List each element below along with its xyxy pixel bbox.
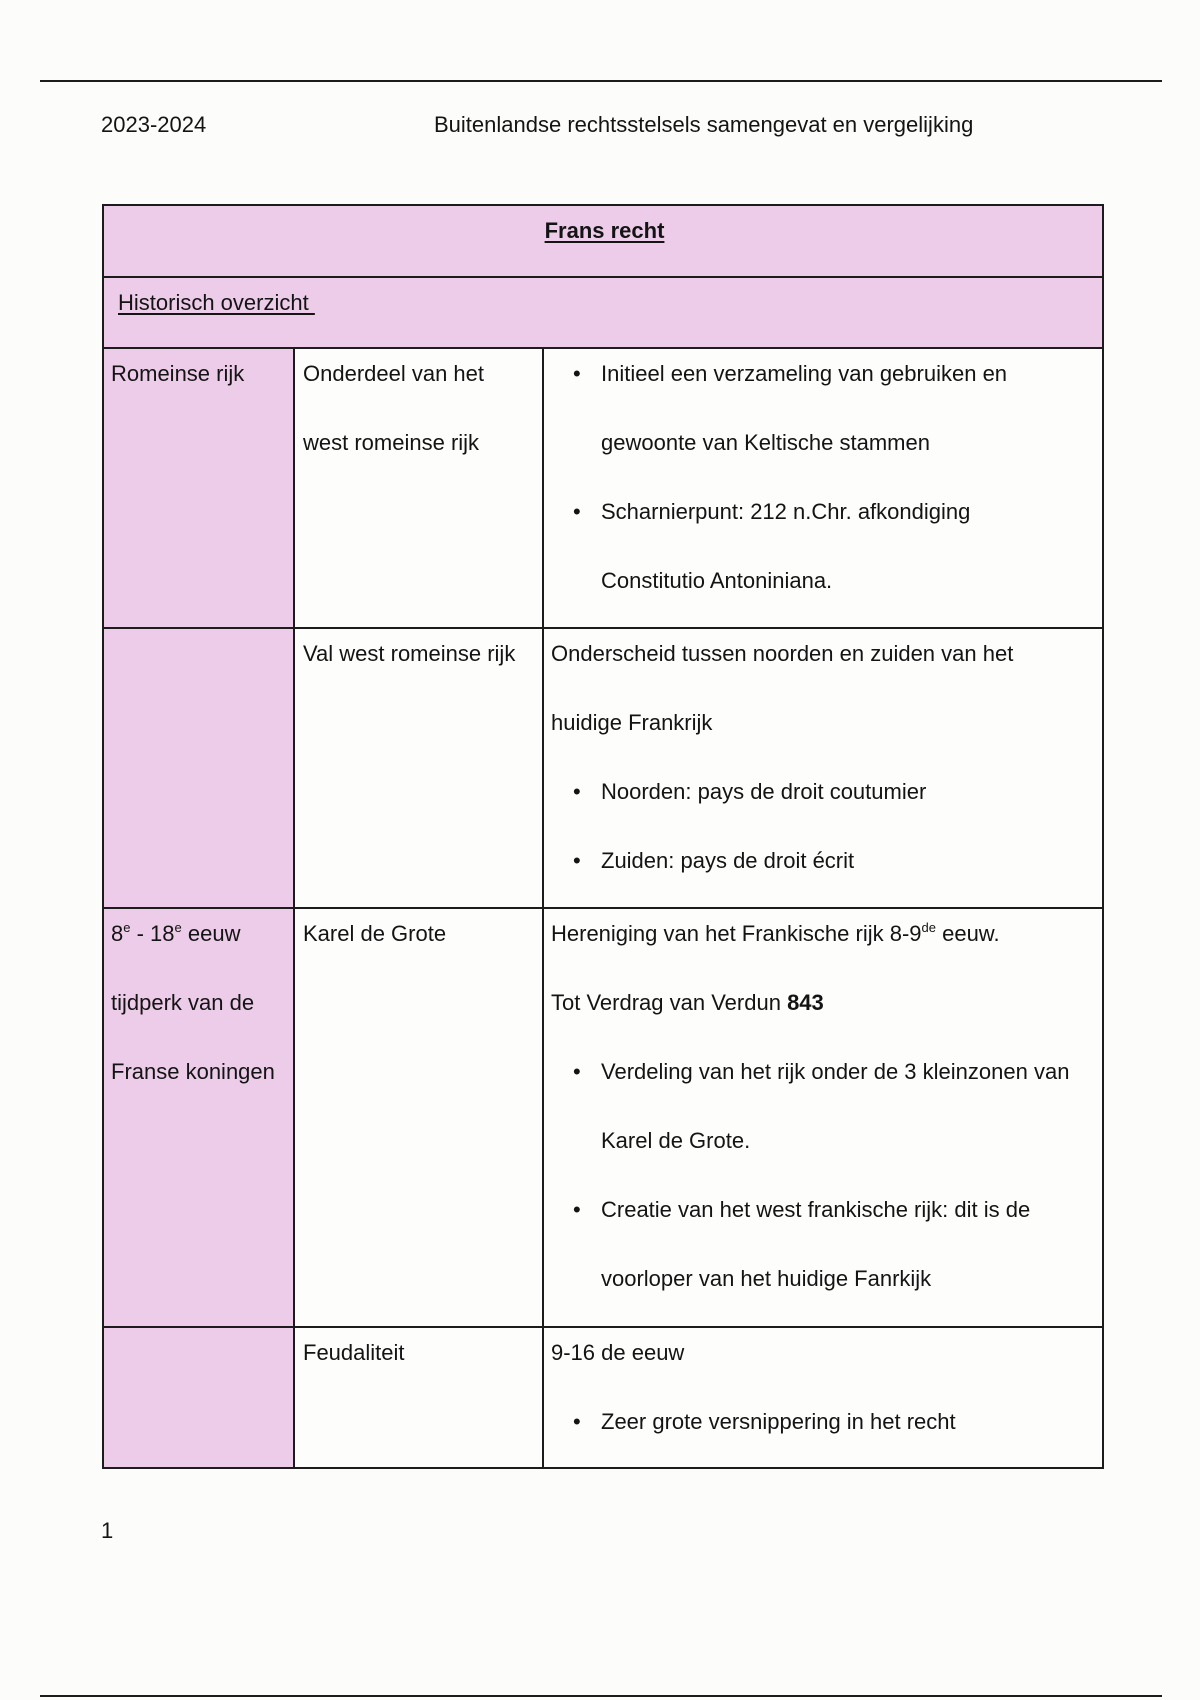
top-rule	[40, 80, 1162, 82]
details-intro-2	[551, 968, 1051, 1037]
details-cell	[543, 628, 1103, 908]
period-start-superscript: e	[123, 920, 131, 935]
row-charlemagne	[103, 908, 1103, 1327]
topic-cell	[294, 348, 543, 628]
intro-text: Hereniging van het Frankische rijk 8-9	[551, 921, 922, 946]
details-cell	[543, 348, 1103, 628]
bullet-item: • Zuiden: pays de droit écrit	[551, 826, 1098, 895]
bottom-rule	[40, 1695, 1162, 1697]
bullet-item: • Initieel een verzameling van gebruiken en gewoonte van Keltische stammen	[551, 339, 1041, 477]
treaty-text: Tot Verdrag van Verdun	[551, 990, 788, 1015]
bullet-item: • Zeer grote versnippering in het recht	[551, 1387, 1098, 1456]
topic-label: Val west romeinse rijk	[303, 641, 516, 666]
table-title-row	[103, 205, 1103, 277]
row-feudalism	[103, 1327, 1103, 1468]
period-mid: - 18	[130, 921, 175, 946]
bullet-list	[551, 339, 1098, 615]
intro-superscript: de	[921, 920, 936, 935]
details-cell	[543, 908, 1103, 1327]
bullet-item: • Noorden: pays de droit coutumier	[551, 757, 1098, 826]
period-cell-empty	[103, 628, 294, 908]
topic-cell	[294, 908, 543, 1327]
period-cell-empty	[103, 1327, 294, 1468]
period-start: 8	[111, 921, 124, 946]
topic-label: Feudaliteit	[303, 1340, 405, 1365]
period-cell	[103, 348, 294, 628]
bullet-item: • Verdeling van het rijk onder de 3 kleinzonen van Karel de Grote.	[551, 1037, 1098, 1175]
period-label	[111, 899, 289, 1106]
section-title: Historisch overzicht	[118, 290, 315, 315]
page-number: 1	[101, 1518, 114, 1543]
bullet-list	[551, 757, 1098, 895]
intro-tail: eeuw.	[935, 921, 1000, 946]
section-cell	[103, 277, 1103, 348]
section-row	[103, 277, 1103, 348]
topic-label: Karel de Grote	[303, 921, 447, 946]
details-intro: Onderscheid tussen noorden en zuiden van het huidige Frankrijk	[551, 641, 1014, 735]
bullet-item: • Scharnierpunt: 212 n.Chr. afkondiging Constitutio Antoniniana.	[551, 477, 1041, 615]
row-roman-empire	[103, 348, 1103, 628]
bullet-list	[551, 1387, 1098, 1456]
french-law-table	[102, 204, 1104, 1469]
details-cell	[543, 1327, 1103, 1468]
details-intro	[551, 899, 1051, 968]
table-title: Frans recht	[544, 218, 665, 243]
treaty-year: 843	[787, 990, 824, 1015]
topic-label: Onderdeel van het west romeinse rijk	[303, 361, 485, 455]
table-title-cell	[103, 205, 1103, 277]
header-year: 2023-2024	[101, 112, 207, 137]
bullet-list	[551, 1037, 1098, 1313]
header-title: Buitenlandse rechtsstelsels samengevat en vergelijking	[434, 112, 974, 137]
row-fall-western-empire	[103, 628, 1103, 908]
bullet-item: • Creatie van het west frankische rijk: dit is de voorloper van het huidige Fanrkijk	[551, 1175, 1098, 1313]
topic-cell	[294, 1327, 543, 1468]
period-label: Romeinse rijk	[111, 361, 245, 386]
period-cell	[103, 908, 294, 1327]
topic-cell	[294, 628, 543, 908]
details-intro: 9-16 de eeuw	[551, 1340, 685, 1365]
period-end-superscript: e	[174, 920, 182, 935]
period-rest: eeuw tijdperk van de Franse koningen	[111, 921, 275, 1084]
